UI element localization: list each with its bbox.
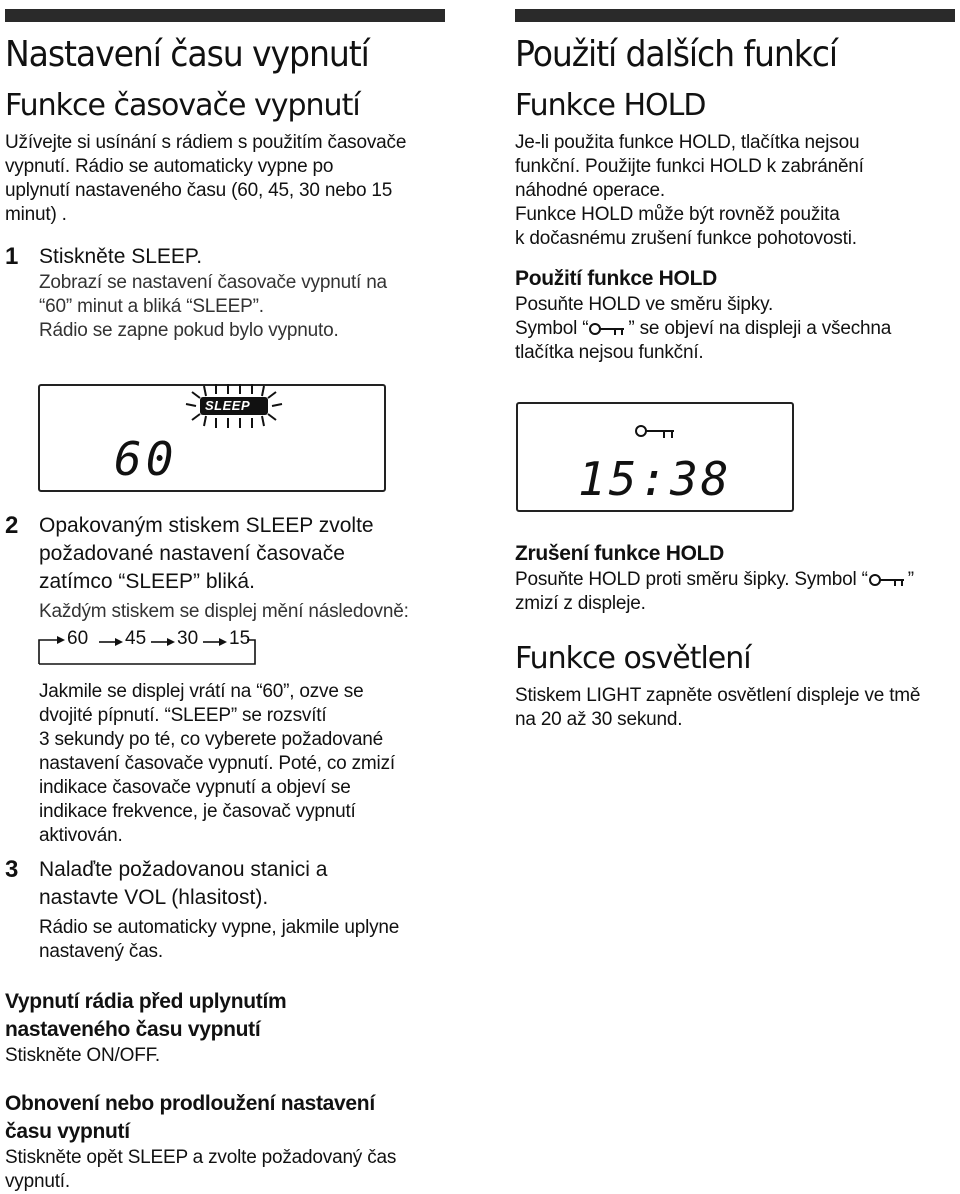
step-title: Stiskněte SLEEP. <box>39 245 203 268</box>
light-text: Stiskem LIGHT zapněte osvětlení displeje ve tmě na 20 až 30 sekund. <box>515 685 921 730</box>
header-bar-right <box>515 9 955 22</box>
use-hold-section: Použití funkce HOLD Posuňte HOLD ve směru šipky. Symbol “ ” se objeví na displeji a všechna tlačítka nejsou funkční. <box>515 267 892 363</box>
step-number: 1 <box>5 243 19 270</box>
intro-paragraph: Užívejte si usínání s rádiem s použitím časovače vypnutí. Rádio se automaticky vypne po uplynutí nastaveného času (60, 45, 30 nebo 15 minut) . <box>5 132 407 225</box>
step-3: 3 Nalaďte požadovanou stanici a nastavte VOL (hlasitost). Rádio se automaticky vypne, jakmile uplyne nastavený čas. <box>5 856 400 962</box>
sleep-timer-heading: Funkce časovače vypnutí <box>5 88 360 123</box>
seq-30: 30 <box>177 628 199 649</box>
seq-60: 60 <box>67 628 89 649</box>
step-number: 2 <box>5 512 19 539</box>
step-number: 3 <box>5 856 19 883</box>
sub-section-off-before: Vypnutí rádia před uplynutím nastaveného času vypnutí Stiskněte ON/OFF. <box>5 990 287 1066</box>
lcd-display-hold <box>516 402 794 512</box>
key-icon <box>868 573 908 587</box>
hold-intro: Je-li použita funkce HOLD, tlačítka nejsou funkční. Použijte funkci HOLD k zabránění náhodné operace. Funkce HOLD může být rovněž použita k dočasnému zrušení funkce pohotovosti. <box>515 132 864 249</box>
clock-value: 15:38 <box>578 452 732 506</box>
sleep-indicator: SLEEP <box>205 398 251 413</box>
timer-value: 60 <box>114 432 178 486</box>
hold-heading: Funkce HOLD <box>515 88 706 123</box>
seq-15: 15 <box>229 628 251 649</box>
sleep-sequence <box>39 630 445 670</box>
key-icon <box>588 322 628 336</box>
seq-45: 45 <box>125 628 147 649</box>
page-title-right: Použití dalších funkcí <box>515 34 838 75</box>
step-1: 1 Stiskněte SLEEP. Zobrazí se nastavení časovače vypnutí na “60” minut a bliká “SLEEP”. Rádio se zapne pokud bylo vypnuto. <box>5 243 445 343</box>
left-column <box>5 0 445 343</box>
cancel-hold-section: Zrušení funkce HOLD Posuňte HOLD proti směru šipky. Symbol “ ” zmizí z displeje. <box>515 542 914 614</box>
right-column <box>515 0 955 365</box>
right-column-lower <box>515 540 955 732</box>
key-icon <box>634 424 678 440</box>
left-column-lower <box>5 512 445 1194</box>
light-heading: Funkce osvětlení <box>515 641 751 676</box>
step-2: 2 Opakovaným stiskem SLEEP zvolte požadované nastavení časovače zatímco “SLEEP” bliká. Každým stiskem se displej mění následovně: 60 45 30 15 Jakmile se displej vrátí na “60”, ozve se dvojité pípnutí. “SLEEP” se rozsvítí 3 sekundy po té, co vyberete požadované nastavení časovače vypnutí. Poté, co zmizí indikace časovače vypnutí a objeví se indikace frekvence, je časovač vypnutí aktivován. <box>5 512 445 848</box>
header-bar <box>5 9 445 22</box>
lcd-display-sleep <box>38 384 386 492</box>
page-title-left: Nastavení času vypnutí <box>5 34 369 75</box>
sub-section-renew: Obnovení nebo prodloužení nastavení času vypnutí Stiskněte opět SLEEP a zvolte požadovaný čas vypnutí. <box>5 1092 397 1192</box>
